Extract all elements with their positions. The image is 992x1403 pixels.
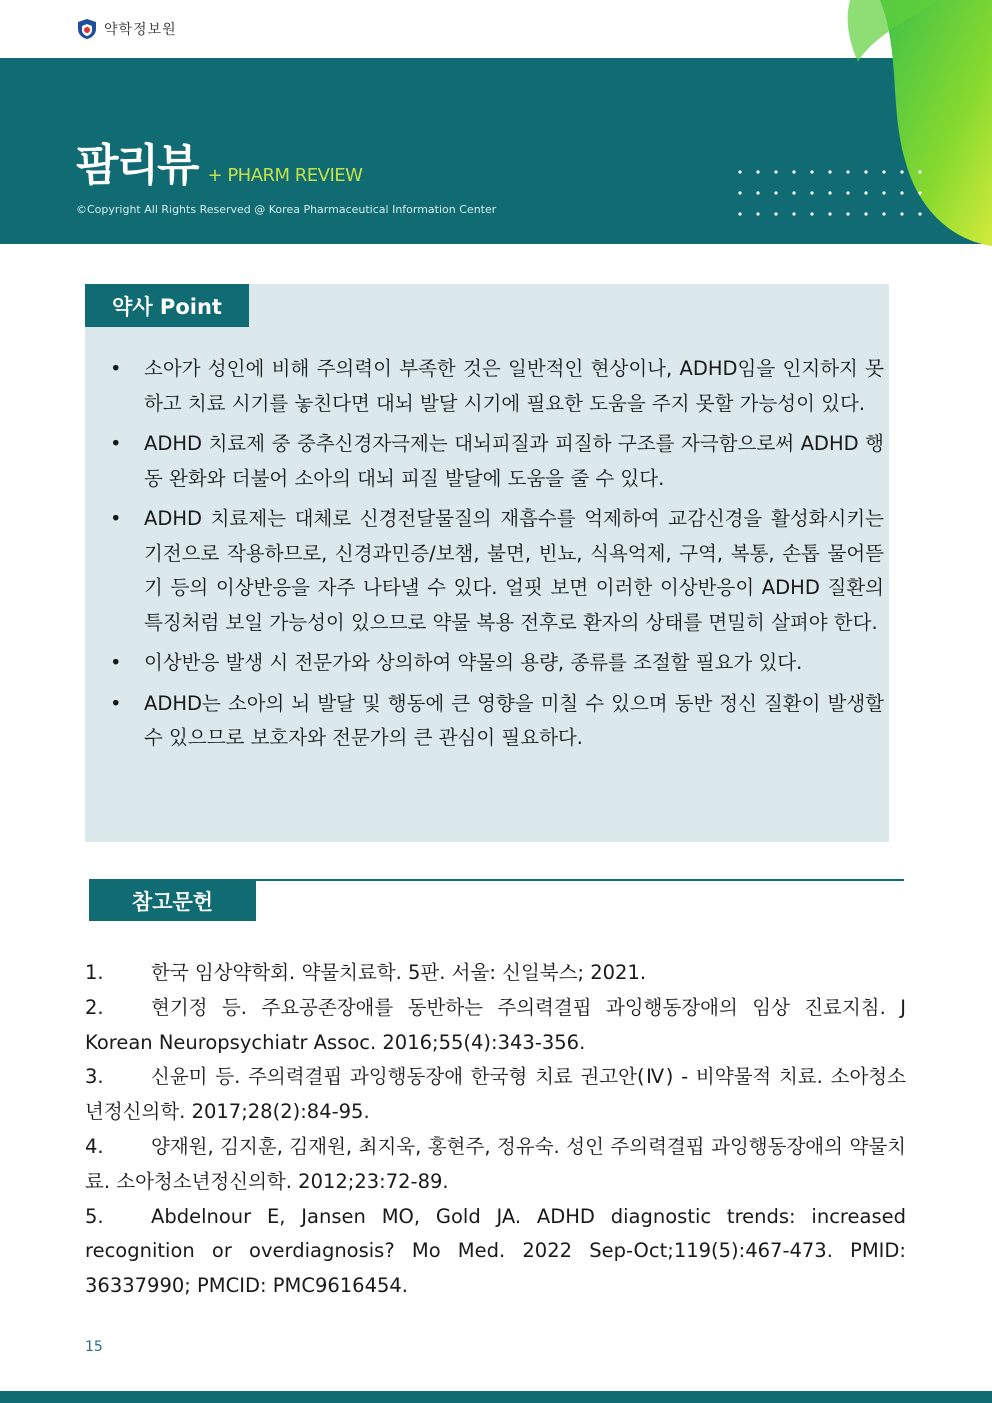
reference-text: 한국 임상약학회. 약물치료학. 5판. 서울: 신일북스; 2021. — [151, 961, 647, 984]
reference-item — [85, 991, 906, 1061]
pharmacist-point-heading: 약사 Point — [85, 284, 249, 327]
bullet-icon: • — [110, 691, 122, 715]
title-korean: 팜리뷰 — [76, 140, 198, 191]
reference-item — [85, 1130, 906, 1200]
reference-item — [85, 1200, 906, 1304]
bullet-icon: • — [110, 507, 122, 530]
decorative-dot-grid — [734, 166, 934, 222]
list-item — [108, 687, 884, 756]
reference-number: 3. — [85, 1065, 104, 1089]
title-english: + PHARM REVIEW — [207, 165, 363, 186]
bullet-text: 이상반응 발생 시 전문가와 상의하여 약물의 용량, 종류를 조절할 필요가 있다. — [144, 651, 803, 674]
reference-number: 5. — [85, 1204, 104, 1228]
reference-number: 2. — [85, 995, 104, 1019]
bullet-icon: • — [110, 357, 122, 380]
reference-text: 신윤미 등. 주의력결핍 과잉행동장애 한국형 치료 권고안(Ⅳ) - 비약물적 치료. 소아청소년정신의학. 2017;28(2):84-95. — [85, 1065, 906, 1124]
copyright-text: ©Copyright All Rights Reserved @ Korea Pharmaceutical Information Center — [76, 203, 497, 216]
bullet-icon: • — [110, 651, 122, 674]
list-item — [108, 427, 884, 496]
bullet-text: ADHD 치료제 중 중추신경자극제는 대뇌피질과 피질하 구조를 자극함으로써 ADHD 행동 완화와 더불어 소아의 대뇌 피질 발달에 도움을 줄 수 있다. — [144, 432, 884, 490]
footer-bar — [0, 1391, 992, 1403]
reference-number: 4. — [85, 1134, 104, 1158]
org-logo — [76, 18, 177, 40]
pharmacist-point-list — [108, 352, 884, 762]
list-item — [108, 502, 884, 640]
reference-item — [85, 956, 906, 991]
page-title — [76, 142, 362, 190]
reference-text: 현기정 등. 주요공존장애를 동반하는 주의력결핍 과잉행동장애의 임상 진료지침. J Korean Neuropsychiatr Assoc. 2016;55(4):343-356. — [85, 995, 906, 1054]
reference-item — [85, 1060, 906, 1130]
page-number: 15 — [85, 1339, 103, 1355]
reference-text: 양재원, 김지훈, 김재원, 최지욱, 홍현주, 정유숙. 성인 주의력결핍 과잉행동장애의 약물치료. 소아청소년정신의학. 2012;23:72-89. — [85, 1134, 906, 1193]
bullet-text: 소아가 성인에 비해 주의력이 부족한 것은 일반적인 현상이나, ADHD임을 인지하지 못하고 치료 시기를 놓친다면 대뇌 발달 시기에 필요한 도움을 주지 못할 가능성이 있다. — [144, 357, 884, 415]
org-name: 약학정보원 — [104, 22, 177, 38]
bullet-icon: • — [110, 432, 122, 455]
bullet-text: ADHD 치료제는 대체로 신경전달물질의 재흡수를 억제하여 교감신경을 활성화시키는 기전으로 작용하므로, 신경과민증/보챔, 불면, 빈뇨, 식욕억제, 구역, 복통, 손톱 물어뜯기 등의 이상반응을 자주 나타낼 수 있다. 얼핏 보면 이러한 이상반응이 ADHD 질환의 특징처럼 보일 가능성이 있으므로 약물 복용 전후로 환자의 상태를 면밀히 살펴야 한다. — [144, 507, 884, 634]
bullet-text: ADHD는 소아의 뇌 발달 및 행동에 큰 영향을 미칠 수 있으며 동반 정신 질환이 발생할 수 있으므로 보호자와 전문가의 큰 관심이 필요하다. — [144, 691, 884, 749]
list-item — [108, 646, 884, 681]
references-list — [85, 956, 906, 1304]
list-item — [108, 352, 884, 421]
references-heading: 참고문헌 — [89, 881, 256, 921]
shield-logo-icon — [76, 18, 98, 40]
reference-number: 1. — [85, 961, 104, 984]
reference-text: Abdelnour E, Jansen MO, Gold JA. ADHD diagnostic trends: increased recognition or overdiagnosis? Mo Med. 2022 Sep-Oct;119(5):467-473. PMID: 36337990; PMCID: PMC9616454. — [85, 1204, 906, 1298]
